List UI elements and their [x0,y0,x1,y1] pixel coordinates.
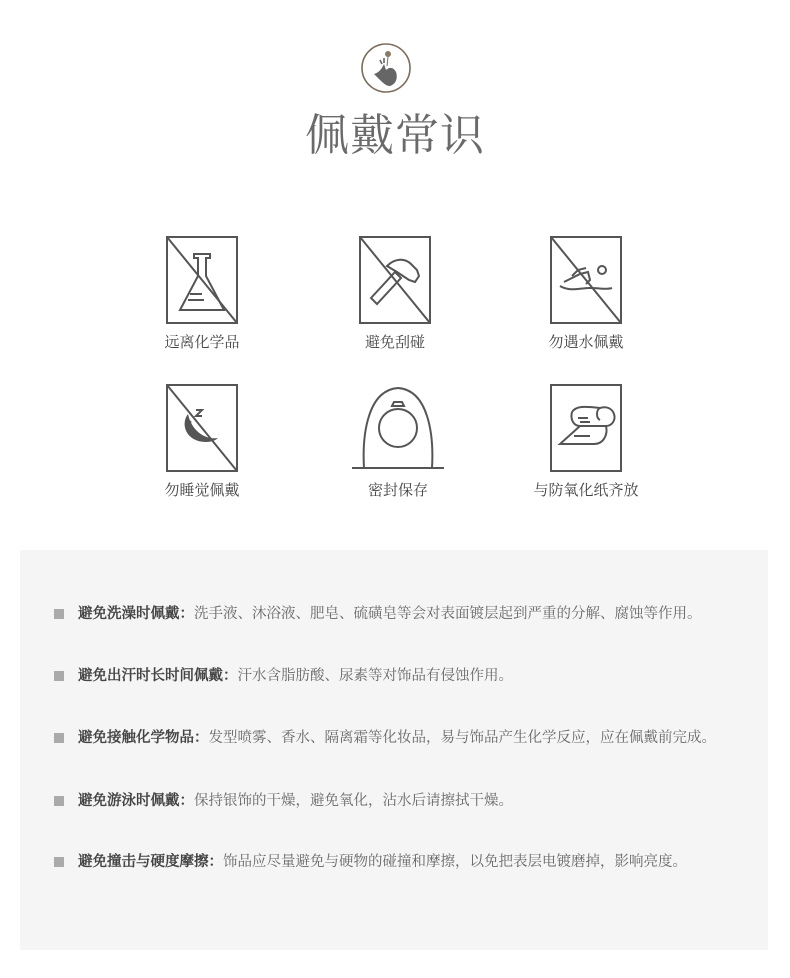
tip-body: 汗水含脂肪酸、尿素等对饰品有侵蚀作用。 [237,668,513,684]
tip-heading: 避免出汗时长时间佩戴： [78,668,238,684]
icon-label: 勿遇水佩戴 [548,333,624,351]
bullet-square-icon [54,857,64,867]
icon-item-scratch [315,236,475,352]
tip-body: 保持银饰的干燥，避免氧化，沾水后请擦拭干燥。 [194,793,513,809]
icon-item-chemicals [122,236,282,352]
tip-heading: 避免洗澡时佩戴： [78,606,194,622]
bullet-square-icon [54,609,64,619]
care-tips-panel [20,550,768,950]
tip-item [54,603,734,625]
sealed-ring-storage-icon [350,384,446,472]
hammer-prohibited-icon [359,236,431,324]
icon-item-water [506,236,666,352]
tip-item [54,727,734,749]
bullet-square-icon [54,796,64,806]
tip-body: 饰品应尽量避免与硬物的碰撞和摩擦，以免把表层电镀磨掉，影响亮度。 [223,854,687,870]
tip-body: 发型喷雾、香水、隔离霜等化妆品，易与饰品产生化学反应，应在佩戴前完成。 [208,730,716,746]
icon-item-storage [318,384,478,500]
icon-label: 密封保存 [367,481,428,499]
icon-label: 与防氧化纸齐放 [533,481,639,499]
tip-item [54,851,734,873]
icon-label: 远离化学品 [164,333,240,351]
bullet-square-icon [54,733,64,743]
icon-label: 避免刮碰 [364,333,425,351]
icon-item-antioxidation-paper [506,384,666,500]
tip-heading: 避免接触化学物品： [78,730,209,746]
sleep-prohibited-icon [166,384,238,472]
tip-body: 洗手液、沐浴液、肥皂、硫磺皂等会对表面镀层起到严重的分解、腐蚀等作用。 [194,606,702,622]
swimmer-prohibited-icon [550,236,622,324]
flask-prohibited-icon [166,236,238,324]
bullet-square-icon [54,671,64,681]
tip-item [54,790,734,812]
page-title: 佩戴常识 [305,110,485,161]
icon-item-sleep [122,384,282,500]
icon-label: 勿睡觉佩戴 [164,481,240,499]
anti-oxidation-paper-icon [550,384,622,472]
tip-item [54,665,734,687]
tip-heading: 避免撞击与硬度摩擦： [78,854,223,870]
tip-heading: 避免游泳时佩戴： [78,793,194,809]
